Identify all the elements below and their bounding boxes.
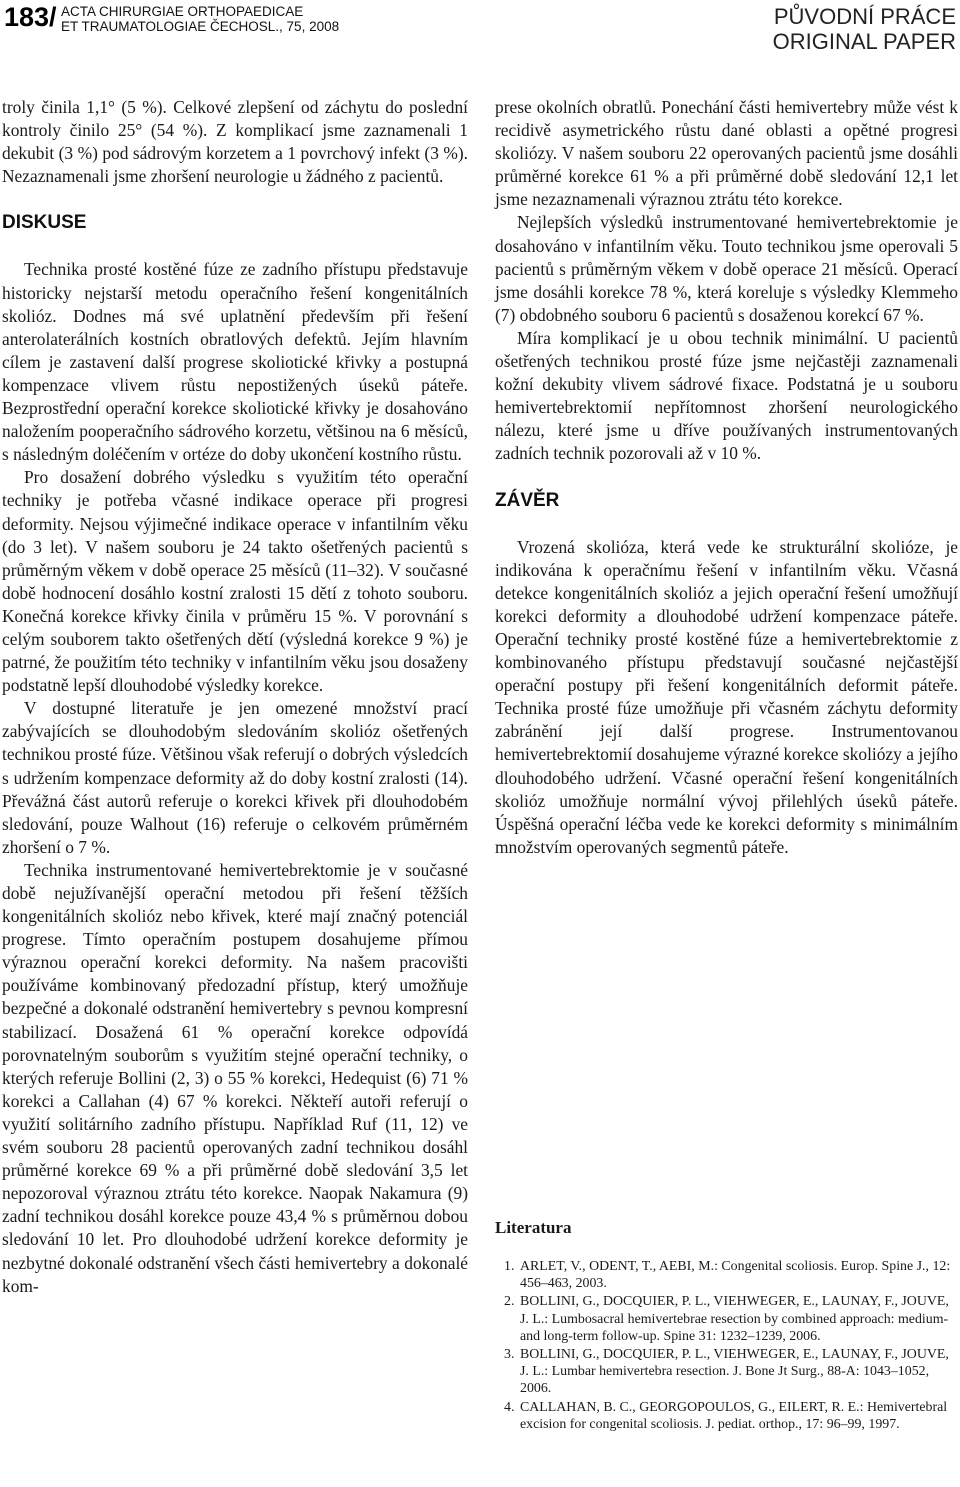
section-label xyxy=(773,4,956,54)
paragraph: Technika instrumentované hemivertebrektomie je v současné době nejužívanější operační metodou při řešení těžších kongenitálních skolióz nebo křivek, které mají značný potenciál progrese. Tímto operačním postupem dosahujeme přímou výraznou operační korekci deformity. Na našem pracovišti používáme kombinovaný předozadní přístup, který umožňuje bezpečné a dokonalé odstranění hemivertebry s pevnou kompresní stabilizací. Dosažená 61 % operační korekce odpovídá porovnatelným souborům s využitím stejné operační techniky, o kterých referuje Bollini (2, 3) o 55 % korekci, Hedequist (6) 71 % korekci a Callahan (4) 67 % korekci. Někteří autoři referují o využití solitárního zadního přístupu. Například Ruf (11, 12) ve svém souboru 28 pacientů operovaných zadní technikou dosáhl průměrné korekce 69 % a při průměrné době sledování 3,5 let nepozoroval výraznou ztrátu této korekce. Naopak Nakamura (9) zadní technikou dosáhl korekce pouze 43,4 % s průměrnou dobou sledování 10 let. Pro dlouhodobé udržení korekce deformity je nezbytné dokonalé odstranění všech části hemivertebry a dokonalé kom- xyxy=(2,859,468,1296)
intro-paragraph: troly činila 1,1° (5 %). Celkové zlepšení od záchytu do poslední kontroly činilo 25° (54 %). Z komplikací jsme zaznamenali 1 dekubit (3 %) pod sádrovým korzetem a 1 povrchový infekt (3 %). Nezaznamenali jsme zhoršení neurologie u žádného z pacientů. xyxy=(2,97,468,187)
heading-diskuse: DISKUSE xyxy=(2,212,87,234)
references-heading: Literatura xyxy=(495,1218,572,1237)
paragraph: Vrozená skolióza, která vede ke strukturální skolióze, je indikována k operačnímu řešení v infantilním věku. Včasná detekce kongenitálních skolióz a jejich operační řešení umožňují korekci deformity a dlouhodobé udržení kompenzace páteře. Operační techniky prosté kostěné fúze a hemivertebrektomie z kombinovaného přístupu představují současné nejčastější operační postupy při řešení kongenitálních deformit páteře. Technika prosté fúze umožňuje při včasném záchytu deformity zabránění její další progrese. Instrumentovanou hemivertebrektomií dosahujeme výrazné korekce skoliózy a jejího dlouhodobého udržení. Včasné operační řešení kongenitálních skolióz umožňuje normální vývoj přilehlých úseků páteře. Úspěšná operační léčba vede ke korekci deformity s minimálním množstvím operovaných segmentů páteře. xyxy=(495,536,958,857)
paragraph: V dostupné literatuře je jen omezené množství prací zabývajících se dlouhodobým sledováním skolióz ošetřených technikou prosté fúze. Většinou však referují o dobrých výsledcích s udržením kompenzace deformity až do doby kostní zralosti (14). Převážná část autorů referuje o korekci křivek při dlouhodobém sledování, pouze Walhout (16) referuje o celkovém průměrném zhoršení o 7 %. xyxy=(2,698,468,857)
references-list xyxy=(495,1258,958,1433)
paragraph: Nejlepších výsledků instrumentované hemivertebrektomie je dosahováno v infantilním věku. Touto technikou jsme operovali 5 pacientů s průměrným věkem v době operace 21 měsíců. Operací jsme dosáhli korekce 78 %, která koreluje s výsledky Klemmeho (7) obdobného souboru 6 pacientů s dosaženou korekcí 67 %. xyxy=(495,212,958,325)
references-section xyxy=(495,1218,958,1434)
page-number: 183/ xyxy=(4,2,57,32)
section-label-line2: ORIGINAL PAPER xyxy=(772,29,956,54)
heading-zaver: ZÁVĚR xyxy=(495,489,560,511)
paragraph: Technika prosté kostěné fúze ze zadního přístupu představuje historicky nejstarší metodu operačního řešení kongenitálních skolióz. Dodnes má své uplatnění především při řešení anterolaterálních kostních obratlových defektů. Jejím hlavním cílem je zastavení další progrese skoliotické křivky a postupná kompenzace vlivem růstu nepostižených úseků páteře. Bezprostřední operační korekce skoliotické křivky je dosahováno naložením pooperačního sádrového korzetu, většinou na 6 měsíců, s následným doléčením v ortéze do doby ukončení kostního růstu. xyxy=(2,259,468,465)
reference-item: 2. BOLLINI, G., DOCQUIER, P. L., VIEHWEGER, E., LAUNAY, F., JOUVE, J. L.: Lumbosacral hemivertebrae resection by combined approach: medium- and long-term follow-up. Spine 31: 1232–1239, 2006. xyxy=(504,1294,949,1344)
journal-title xyxy=(61,4,339,34)
right-column xyxy=(495,96,958,859)
paragraph: Pro dosažení dobrého výsledku s využitím této operační techniky je potřeba včasné indikace operace při progresi deformity. Nejsou výjimečné indikace operace v infantilním věku (do 3 let). V našem souboru je 24 takto ošetřených pacientů s průměrným věkem v době operace 25 měsíců (11–32). V současné době hodnocení dosáhlo kostní zralosti 15 dětí z tohoto souboru. Konečná korekce křivky činila v průměru 15 %. V porovnání s celým souborem takto ošetřených dětí (výsledná korekce 9 %) je patrné, že použitím této techniky v infantilním věku jsou dosaženy podstatně lepší dlouhodobé výsledky korekce. xyxy=(2,467,468,696)
paragraph: prese okolních obratlů. Ponechání části hemivertebry může vést k recidivě asymetrického růstu dané oblasti a opětné progresi skoliózy. V našem souboru 22 operovaných pacientů jsme dosáhli průměrné korekce 61 % a při průměrné době sledování 12,1 let jsme nezaznamenali výraznou ztrátu této korekce. xyxy=(495,97,958,210)
journal-title-line2: ET TRAUMATOLOGIAE ČECHOSL., 75, 2008 xyxy=(61,19,340,34)
reference-item: 4. CALLAHAN, B. C., GEORGOPOULOS, G., EILERT, R. E.: Hemivertebral excision for congenital scoliosis. J. pediat. orthop., 17: 96–99, 1997. xyxy=(504,1399,948,1432)
paragraph: Míra komplikací je u obou technik minimální. U pacientů ošetřených technikou prosté fúze jsme nejčastěji zaznamenali kožní dekubity vlivem sádrové fixace. Podstatná je u souboru hemivertebrektomií nepřítomnost zhoršení neurologického nálezu, které jsme u dříve používaných instrumentovaných zadních technik pozorovali až v 10 %. xyxy=(495,327,958,464)
left-column xyxy=(2,96,468,1298)
section-label-line1: PŮVODNÍ PRÁCE xyxy=(773,4,956,29)
journal-title-line1: ACTA CHIRURGIAE ORTHOPAEDICAE xyxy=(61,4,304,19)
reference-item: 3. BOLLINI, G., DOCQUIER, P. L., VIEHWEGER, E., LAUNAY, F., JOUVE, J. L.: Lumbar hemivertebra resection. J. Bone Jt Surg., 88-A: 1043–1052, 2006. xyxy=(504,1347,949,1397)
reference-item: 1. ARLET, V., ODENT, T., AEBI, M.: Congenital scoliosis. Europ. Spine J., 12: 456–463, 2003. xyxy=(504,1259,951,1292)
page-header xyxy=(0,0,960,56)
